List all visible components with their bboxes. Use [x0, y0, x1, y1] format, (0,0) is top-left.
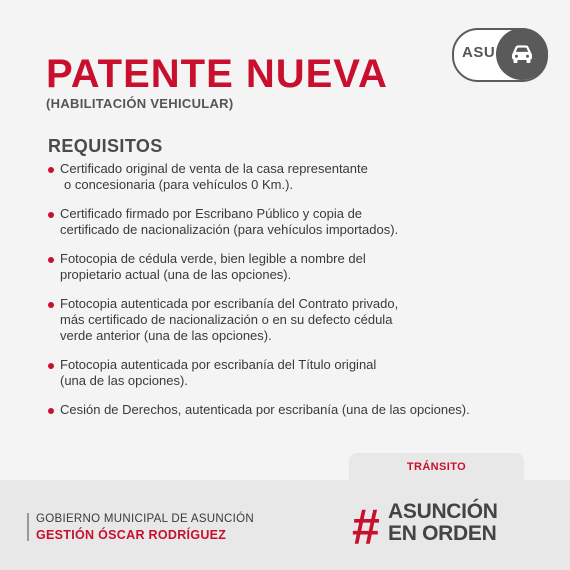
car-icon [508, 40, 536, 68]
requirement-item [48, 161, 518, 193]
page-title: PATENTE NUEVA [46, 52, 388, 96]
requirement-text: Cesión de Derechos, autenticada por escribanía (una de las opciones). [60, 402, 470, 417]
administration-name: GESTIÓN ÓSCAR RODRÍGUEZ [36, 528, 227, 542]
requirement-item [48, 296, 518, 344]
bullet-icon [48, 167, 54, 173]
requirement-item [48, 251, 518, 283]
slogan-logo [352, 500, 527, 562]
requirement-text: verde anterior (una de las opciones). [60, 328, 272, 343]
requirement-item [48, 402, 518, 418]
bullet-icon [48, 408, 54, 414]
requirement-text: Fotocopia autenticada por escribanía del Contrato privado, [60, 296, 399, 311]
footer [0, 480, 570, 570]
asu-badge [452, 28, 546, 80]
bullet-icon [48, 302, 54, 308]
bullet-icon [48, 212, 54, 218]
requirements-heading: REQUISITOS [48, 136, 163, 156]
requirement-text: Certificado firmado por Escribano Público y copia de [60, 206, 363, 221]
requirement-text: propietario actual (una de las opciones). [60, 267, 292, 282]
requirement-text: Fotocopia autenticada por escribanía del Título original [60, 357, 377, 372]
requirement-text: más certificado de nacionalización o en su defecto cédula [60, 312, 393, 327]
requirement-text: Fotocopia de cédula verde, bien legible a nombre del [60, 251, 366, 266]
government-name: GOBIERNO MUNICIPAL DE ASUNCIÓN [36, 513, 254, 525]
category-tab [349, 453, 524, 483]
requirement-text: Certificado original de venta de la casa representante [60, 161, 368, 176]
requirement-item [48, 357, 518, 389]
requirement-text: o concesionaria (para vehículos 0 Km.). [64, 177, 294, 192]
requirements-list [48, 161, 518, 431]
car-icon-circle [496, 28, 548, 80]
bullet-icon [48, 257, 54, 263]
page-subtitle: (HABILITACIÓN VEHICULAR) [46, 96, 234, 111]
footer-divider [27, 513, 29, 541]
requirement-item [48, 206, 518, 238]
requirement-text: certificado de nacionalización (para vehículos importados). [60, 222, 399, 237]
badge-label: ASU [462, 44, 496, 61]
bullet-icon [48, 363, 54, 369]
slogan-hash: # [352, 499, 380, 555]
slogan-line-1: ASUNCIÓN [388, 500, 498, 523]
category-tab-label: TRÁNSITO [406, 461, 467, 473]
requirement-text: (una de las opciones). [60, 373, 188, 388]
slogan-line-2: EN ORDEN [388, 522, 497, 545]
